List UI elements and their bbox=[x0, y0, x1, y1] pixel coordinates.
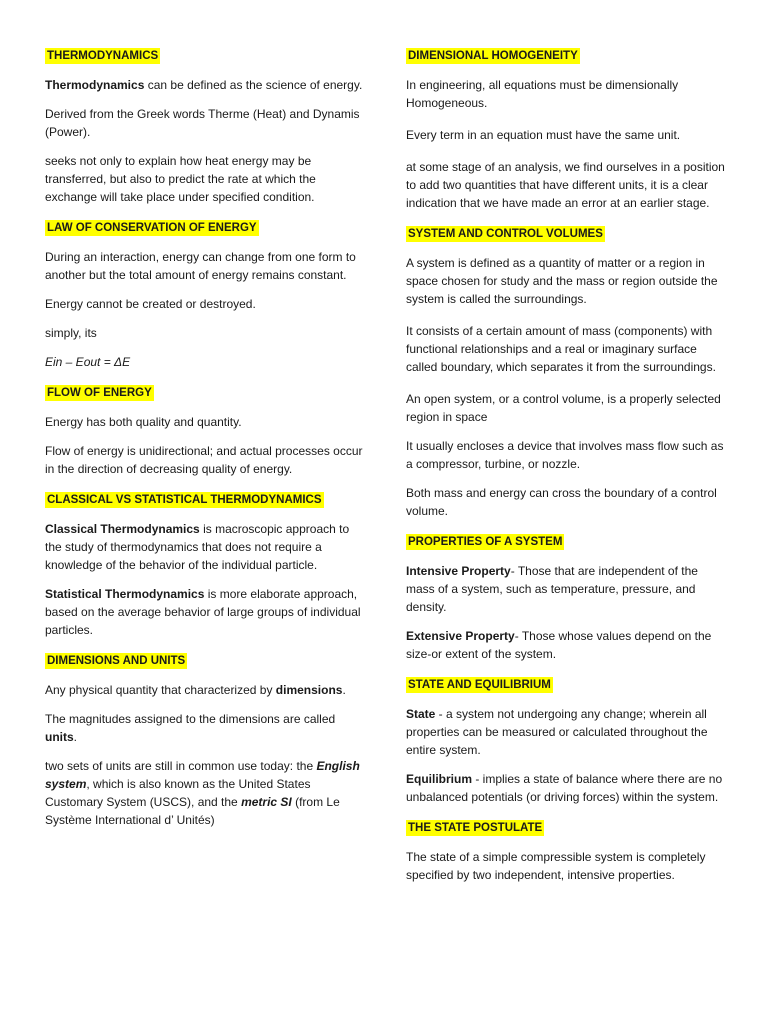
paragraph: In engineering, all equations must be dimensionally Homogeneous. bbox=[406, 78, 679, 110]
paragraph-text: is macroscopic approach to the study of thermodynamics that does not require a knowledge of the behavior of the individual particle. bbox=[45, 522, 350, 572]
section-system-and-control-volumes bbox=[406, 224, 726, 520]
section-heading: DIMENSIONS AND UNITS bbox=[47, 655, 186, 667]
section-dimensional-homogeneity bbox=[406, 46, 726, 212]
equation: Ein – Eout = ΔE bbox=[45, 355, 131, 369]
paragraph-text: - a system not undergoing any change; wherein all properties can be measured or calculated throughout the entire system. bbox=[406, 707, 708, 757]
section-heading: STATE AND EQUILIBRIUM bbox=[408, 679, 551, 691]
paragraph-text: . bbox=[342, 683, 346, 697]
paragraph: Derived from the Greek words Therme (Heat) and Dynamis (Power). bbox=[45, 107, 360, 139]
paragraph-text: Any physical quantity that characterized by bbox=[45, 683, 276, 697]
section-state-and-equilibrium bbox=[406, 675, 726, 806]
section-heading: PROPERTIES OF A SYSTEM bbox=[408, 536, 563, 548]
paragraph: A system is defined as a quantity of matter or a region in space chosen for study and the mass or region outside the system is called the surroundings. bbox=[406, 256, 718, 306]
paragraph bbox=[45, 76, 365, 94]
bold-term: Statistical Thermodynamics bbox=[45, 587, 205, 601]
bold-term: Classical Thermodynamics bbox=[45, 522, 200, 536]
section-heading: LAW OF CONSERVATION OF ENERGY bbox=[47, 222, 257, 234]
section-thermodynamics bbox=[45, 46, 365, 206]
paragraph bbox=[45, 681, 365, 699]
section-heading: THERMODYNAMICS bbox=[47, 50, 159, 62]
bold-term: Equilibrium bbox=[406, 772, 472, 786]
paragraph: Energy has both quality and quantity. bbox=[45, 415, 242, 429]
paragraph-text: The magnitudes assigned to the dimensions are called bbox=[45, 712, 336, 726]
section-flow-of-energy bbox=[45, 383, 365, 478]
paragraph-text: - Those whose values depend on the size-or extent of the system. bbox=[406, 629, 712, 661]
paragraph bbox=[45, 710, 365, 746]
paragraph: Every term in an equation must have the same unit. bbox=[406, 128, 681, 142]
right-column bbox=[406, 46, 726, 896]
paragraph: Both mass and energy can cross the boundary of a control volume. bbox=[406, 486, 717, 518]
section-properties-of-a-system bbox=[406, 532, 726, 663]
paragraph bbox=[45, 757, 365, 829]
section-heading: SYSTEM AND CONTROL VOLUMES bbox=[408, 228, 603, 240]
paragraph-text: - implies a state of balance where there are no unbalanced potentials (or driving forces) within the system. bbox=[406, 772, 723, 804]
paragraph-text: . bbox=[73, 730, 78, 744]
paragraph-text: (from Le Système International d’ Unités) bbox=[45, 795, 340, 827]
paragraph: It usually encloses a device that involves mass flow such as a compressor, turbine, or nozzle. bbox=[406, 439, 724, 471]
paragraph bbox=[406, 770, 726, 806]
paragraph: An open system, or a control volume, is a properly selected region in space bbox=[406, 392, 721, 424]
paragraph: It consists of a certain amount of mass (components) with functional relationships and a real or imaginary surface called boundary, which separates it from the surroundings. bbox=[406, 324, 716, 374]
bold-term: Extensive Property bbox=[406, 629, 515, 643]
paragraph bbox=[406, 562, 726, 616]
paragraph-text: two sets of units are still in common use today: the bbox=[45, 759, 317, 773]
bold-term: dimensions bbox=[275, 683, 343, 697]
section-state-postulate bbox=[406, 818, 726, 884]
section-heading: DIMENSIONAL HOMOGENEITY bbox=[408, 50, 578, 62]
paragraph-text: can be defined as the science of energy. bbox=[144, 78, 363, 92]
bold-term: Thermodynamics bbox=[45, 78, 145, 92]
paragraph: During an interaction, energy can change from one form to another but the total amount of energy remains constant. bbox=[45, 250, 356, 282]
paragraph bbox=[45, 520, 365, 574]
paragraph: at some stage of an analysis, we find ourselves in a position to add two quantities that have different units, it is a clear indication that we have made an error at an earlier stage. bbox=[406, 160, 725, 210]
left-column bbox=[45, 46, 365, 841]
paragraph: The state of a simple compressible system is completely specified by two independent, intensive properties. bbox=[406, 850, 706, 882]
section-classical-vs-statistical bbox=[45, 490, 365, 639]
bold-italic-term: English system bbox=[45, 759, 360, 791]
paragraph-text: , which is also known as the United States Customary System (USCS), and the bbox=[45, 777, 311, 809]
bold-term: State bbox=[406, 707, 436, 721]
paragraph: simply, its bbox=[45, 326, 97, 340]
section-heading: FLOW OF ENERGY bbox=[47, 387, 152, 399]
paragraph: Energy cannot be created or destroyed. bbox=[45, 297, 256, 311]
bold-italic-term: metric SI bbox=[241, 795, 292, 809]
bold-term: units bbox=[45, 730, 74, 744]
section-dimensions-and-units bbox=[45, 651, 365, 829]
paragraph-text: is more elaborate approach, based on the average behavior of large groups of individual particles. bbox=[45, 587, 361, 637]
section-heading: THE STATE POSTULATE bbox=[408, 822, 543, 834]
section-conservation bbox=[45, 218, 365, 371]
paragraph: seeks not only to explain how heat energy may be transferred, but also to predict the rate at which the exchange will take place under specified condition. bbox=[45, 154, 316, 204]
paragraph-text: - Those that are independent of the mass of a system, such as temperature, pressure, and density. bbox=[406, 564, 698, 614]
paragraph: Flow of energy is unidirectional; and actual processes occur in the direction of decreasing quality of energy. bbox=[45, 444, 363, 476]
paragraph bbox=[406, 705, 726, 759]
paragraph bbox=[45, 585, 365, 639]
paragraph bbox=[406, 627, 726, 663]
section-heading: CLASSICAL VS STATISTICAL THERMODYNAMICS bbox=[47, 494, 322, 506]
bold-term: Intensive Property bbox=[406, 564, 511, 578]
